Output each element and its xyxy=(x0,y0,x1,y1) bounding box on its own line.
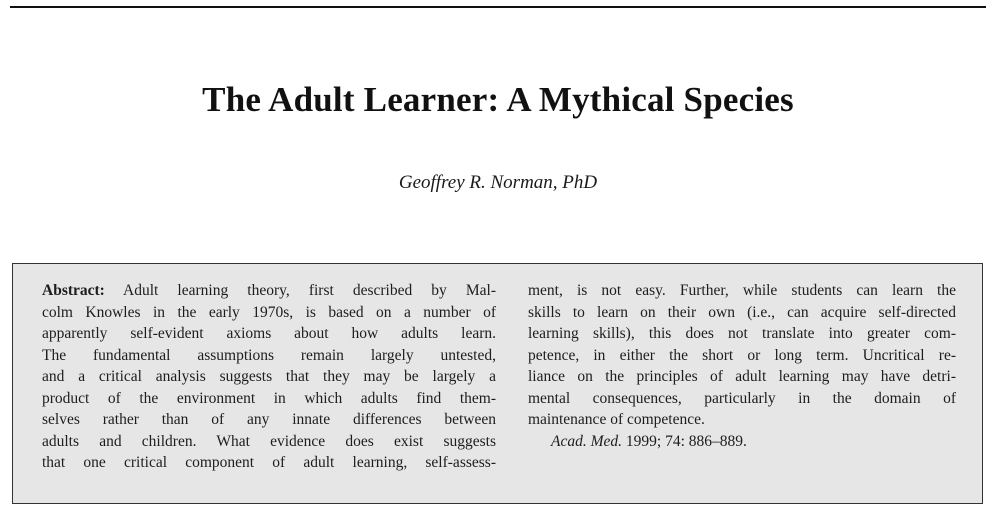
abstract-line xyxy=(42,280,496,302)
abstract-line: selves rather than of any innate differences between xyxy=(42,411,496,428)
abstract-line: mental consequences, particularly in the domain of xyxy=(528,389,956,407)
abstract-line: petence, in either the short or long term. Uncritical re- xyxy=(528,346,956,364)
citation xyxy=(528,431,956,453)
abstract-text: Adult learning theory, first described by Mal- xyxy=(104,282,496,299)
abstract-column-right xyxy=(528,280,956,452)
abstract-line: that one critical component of adult learning, self-assess- xyxy=(42,454,496,471)
abstract-line: learning skills), this does not translate into greater com- xyxy=(528,325,956,342)
abstract-box xyxy=(12,263,983,504)
abstract-line: apparently self-evident axioms about how adults learn. xyxy=(42,325,496,342)
citation-journal: Acad. Med. xyxy=(551,432,623,450)
abstract-column-left xyxy=(42,280,496,474)
article-title: The Adult Learner: A Mythical Species xyxy=(202,80,794,119)
abstract-line: colm Knowles in the early 1970s, is based on a number of xyxy=(42,303,496,321)
abstract-line: liance on the principles of adult learning may have detri- xyxy=(528,368,956,385)
top-rule xyxy=(10,6,986,8)
abstract-label: Abstract: xyxy=(42,282,105,299)
abstract-line: adults and children. What evidence does exist suggests xyxy=(42,432,496,450)
abstract-line: maintenance of competence. xyxy=(528,411,705,428)
abstract-line: The fundamental assumptions remain largely untested, xyxy=(42,346,496,364)
citation-details: 1999; 74: 886–889. xyxy=(622,432,747,450)
abstract-line: and a critical analysis suggests that they may be largely a xyxy=(42,368,496,385)
author-line: Geoffrey R. Norman, PhD xyxy=(398,172,598,193)
abstract-line: product of the environment in which adults find them- xyxy=(42,389,496,407)
abstract-line: ment, is not easy. Further, while students can learn the xyxy=(528,282,956,299)
abstract-line: skills to learn on their own (i.e., can acquire self-directed xyxy=(528,303,956,321)
